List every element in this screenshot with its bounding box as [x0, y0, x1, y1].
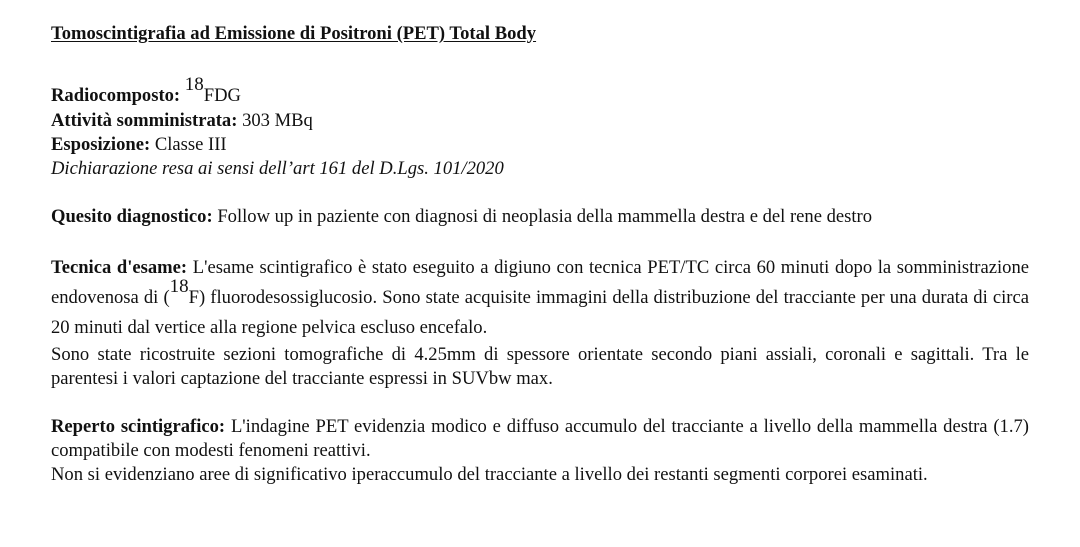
quesito-text: Follow up in paziente con diagnosi di neoplasia della mammella destra e del rene destro	[217, 206, 873, 227]
report-title: Tomoscintigrafia ad Emissione di Positroni (PET) Total Body	[51, 23, 537, 44]
radiocomposto-line	[51, 75, 1029, 109]
tecnica-isotope: 18	[169, 275, 189, 297]
attivita-line	[51, 109, 1029, 133]
spacer	[51, 391, 1029, 415]
esposizione-label: Esposizione:	[51, 134, 151, 155]
reperto-text-1: L'indagine PET evidenzia modico e diffuso accumulo del tracciante a livello della mammella destra (1.7) compatibile con modesti fenomeni reattivi.	[51, 416, 1029, 461]
radiocomposto-label: Radiocomposto:	[51, 85, 181, 106]
esposizione-value: Classe III	[154, 134, 227, 155]
reperto-paragraph	[51, 415, 1029, 463]
dichiarazione-line: Dichiarazione resa ai sensi dell’art 161 del D.Lgs. 101/2020	[51, 158, 504, 179]
reperto-label: Reperto scintigrafico:	[51, 416, 226, 437]
tecnica-text-1: L'esame scintigrafico è stato eseguito a digiuno con tecnica PET/TC circa 60 minuti dopo la somministrazione endovenosa di (	[51, 257, 1029, 308]
attivita-value: 303 MBq	[242, 110, 313, 131]
esposizione-line	[51, 133, 1029, 157]
tecnica-paragraph	[51, 253, 1029, 343]
report-document	[51, 22, 1029, 487]
radiocomposto-isotope: 18	[184, 73, 204, 95]
spacer	[51, 229, 1029, 253]
attivita-label: Attività somministrata:	[51, 110, 238, 131]
reperto-paragraph-2: Non si evidenziano aree di significativo iperaccumulo del tracciante a livello dei restanti segmenti corporei esaminati.	[51, 464, 928, 485]
tecnica-label: Tecnica d'esame:	[51, 257, 188, 278]
tecnica-text-2: F) fluorodesossiglucosio. Sono state acquisite immagini della distribuzione del tracciante per una durata di circa 20 minuti dal vertice alla regione pelvica escluso encefalo.	[51, 287, 1029, 338]
quesito-label: Quesito diagnostico:	[51, 206, 213, 227]
radiocomposto-value: FDG	[203, 85, 241, 106]
tecnica-paragraph-2: Sono state ricostruite sezioni tomografiche di 4.25mm di spessore orientate secondo piani assiali, coronali e sagittali. Tra le parentesi i valori captazione del tracciante espressi in SUVbw max.	[51, 344, 1029, 389]
spacer	[51, 181, 1029, 205]
quesito-paragraph	[51, 205, 1029, 229]
